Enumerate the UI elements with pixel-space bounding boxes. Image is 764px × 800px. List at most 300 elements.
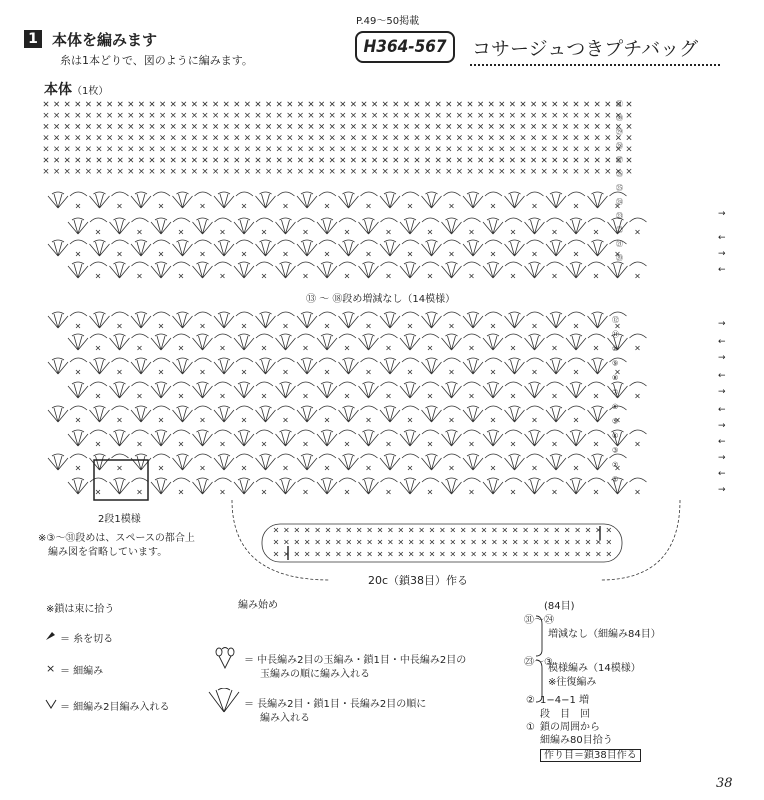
sc-mark <box>54 135 58 139</box>
sc-mark <box>553 147 557 151</box>
foundation-sc <box>513 540 517 544</box>
sc-mark <box>213 124 217 128</box>
sc-mark <box>436 124 440 128</box>
sc-mark <box>192 102 196 106</box>
foundation-sc <box>565 528 569 532</box>
sc-mark <box>415 113 419 117</box>
row-number: ⑫ <box>612 316 619 324</box>
sc-mark <box>298 147 302 151</box>
sc-mark <box>44 113 48 117</box>
sc-mark <box>129 135 133 139</box>
sc-mark <box>404 113 408 117</box>
foundation-sc <box>326 540 330 544</box>
sc-mark <box>150 113 154 117</box>
sc-mark <box>245 169 249 173</box>
shell-mark <box>214 192 253 208</box>
sc-mark <box>86 135 90 139</box>
direction-arrow: → <box>718 209 726 219</box>
sc-mark <box>510 169 514 173</box>
shell-mark <box>276 430 315 446</box>
direction-arrow: → <box>718 453 726 463</box>
row-number: ⑤ <box>612 417 619 426</box>
sc-mark <box>531 113 535 117</box>
sc-mark <box>425 113 429 117</box>
sc-mark <box>65 158 69 162</box>
sc-mark <box>277 124 281 128</box>
foundation-sc <box>430 552 434 556</box>
sc-mark <box>394 158 398 162</box>
sc-mark <box>277 158 281 162</box>
shell-mark <box>422 312 461 328</box>
rows-13-18-label: ⑬ 〜 ⑱段め増減なし（14模様） <box>306 294 456 305</box>
sc-mark <box>107 113 111 117</box>
sc-mark <box>415 135 419 139</box>
sc-mark <box>425 147 429 151</box>
sc-mark <box>76 102 80 106</box>
sc-mark <box>468 169 472 173</box>
sc-mark <box>468 135 472 139</box>
row-number: ④ <box>612 432 619 440</box>
sc-mark <box>489 124 493 128</box>
foundation-sc <box>420 540 424 544</box>
sc-mark <box>563 135 567 139</box>
sc-mark <box>203 102 207 106</box>
row-range-23-3: ㉓〜③ <box>524 657 553 668</box>
foundation-sc <box>316 540 320 544</box>
foundation-sc <box>357 540 361 544</box>
shell-mark <box>442 382 481 398</box>
foundation-sc <box>378 528 382 532</box>
shell-mark <box>525 334 564 350</box>
sc-mark <box>574 124 578 128</box>
foundation-sc <box>492 552 496 556</box>
sc-mark <box>288 124 292 128</box>
sc-mark <box>351 158 355 162</box>
sc-mark <box>521 147 525 151</box>
direction-arrow: ← <box>718 371 726 381</box>
sc-mark <box>309 135 313 139</box>
shell-mark <box>68 334 107 350</box>
sc-mark <box>351 135 355 139</box>
foundation-sc <box>420 528 424 532</box>
shell-mark <box>68 478 107 494</box>
sc-mark <box>521 169 525 173</box>
sc-mark <box>256 169 260 173</box>
sc-mark <box>436 147 440 151</box>
sc-mark <box>563 169 567 173</box>
sc-mark <box>256 102 260 106</box>
sc-mark <box>415 158 419 162</box>
sc-mark <box>542 113 546 117</box>
page-reference: P.49〜50掲載 <box>356 16 420 27</box>
shell-mark <box>256 454 295 470</box>
sc-mark <box>457 102 461 106</box>
foundation-note <box>540 749 641 762</box>
shell-mark <box>339 240 378 256</box>
shell-mark <box>110 262 149 278</box>
shell-mark <box>317 382 356 398</box>
sc-mark <box>563 147 567 151</box>
sc-mark <box>372 158 376 162</box>
row-number: ① <box>612 475 619 484</box>
shell-mark <box>566 478 605 494</box>
shell-mark <box>173 192 212 208</box>
sc-mark <box>383 158 387 162</box>
shell-mark <box>380 358 419 374</box>
sc-mark <box>107 147 111 151</box>
foundation-sc <box>399 528 403 532</box>
legend-cluster-line1: ＝ 中長編み2目の玉編み・鎖1目・中長編み2目の <box>244 655 467 666</box>
foundation-sc <box>274 528 278 532</box>
sc-mark <box>372 135 376 139</box>
shell-mark <box>339 454 378 470</box>
foundation-sc <box>451 552 455 556</box>
sc-mark <box>447 147 451 151</box>
foundation-sc <box>503 552 507 556</box>
shell-mark <box>359 334 398 350</box>
sc-mark <box>256 147 260 151</box>
foundation-sc <box>316 552 320 556</box>
legend-shell-line1: ＝ 長編み2目・鎖1目・長編み2目の順に <box>244 699 427 710</box>
step-number-badge: 1 <box>24 30 42 48</box>
sc-mark <box>574 102 578 106</box>
foundation-sc <box>336 540 340 544</box>
sc-mark <box>553 169 557 173</box>
shell-mark <box>193 430 232 446</box>
sc-mark <box>235 169 239 173</box>
row-number: ㉖ <box>616 170 623 178</box>
sc-mark <box>213 135 217 139</box>
shell-mark <box>90 312 129 328</box>
shell-mark <box>566 430 605 446</box>
shell-mark <box>608 218 647 234</box>
sc-mark <box>362 124 366 128</box>
sc-mark <box>372 102 376 106</box>
row-number: ㉙ <box>616 128 623 136</box>
sc-mark <box>203 124 207 128</box>
step-subtitle: 糸は1本どりで、図のように編みます。 <box>60 54 253 67</box>
sc-mark <box>266 102 270 106</box>
foundation-sc <box>482 540 486 544</box>
shell-mark <box>151 262 190 278</box>
row-1-text2: 細編み80目拾う <box>540 735 613 746</box>
sc-mark <box>192 147 196 151</box>
shell-mark <box>276 382 315 398</box>
sc-mark <box>574 113 578 117</box>
sc-mark <box>54 113 58 117</box>
row-number: ⑦ <box>612 388 619 397</box>
shell-mark <box>463 454 502 470</box>
sc-mark <box>203 158 207 162</box>
sc-mark <box>394 113 398 117</box>
shell-mark <box>546 192 585 208</box>
shell-mark <box>525 430 564 446</box>
shell-mark <box>463 358 502 374</box>
sc-mark <box>160 147 164 151</box>
foundation-sc <box>576 540 580 544</box>
sc-mark <box>500 158 504 162</box>
foundation-sc <box>544 552 548 556</box>
sc-mark <box>266 113 270 117</box>
sc-mark <box>447 158 451 162</box>
sc-mark <box>309 113 313 117</box>
shell-mark <box>359 382 398 398</box>
direction-arrow: → <box>718 387 726 397</box>
shell-mark <box>90 358 129 374</box>
sc-mark <box>330 113 334 117</box>
row-number: ② <box>612 461 619 469</box>
sc-mark <box>86 147 90 151</box>
sc-mark <box>150 102 154 106</box>
sc-mark <box>489 135 493 139</box>
foundation-sc <box>513 552 517 556</box>
shell-mark <box>131 240 170 256</box>
shell-mark <box>483 334 522 350</box>
shell-mark <box>276 262 315 278</box>
sc-mark <box>213 158 217 162</box>
sc-mark <box>478 169 482 173</box>
sc-symbol-icon: × <box>46 662 56 675</box>
foundation-sc <box>461 552 465 556</box>
sc-mark <box>404 147 408 151</box>
row-number: ⑨ <box>612 359 619 368</box>
omit-note-line1: ※③〜㉛段めは、スペースの都合上 <box>38 533 195 544</box>
shell-mark <box>48 406 87 422</box>
sc-mark <box>203 113 207 117</box>
sc-mark <box>383 135 387 139</box>
shell-mark <box>317 262 356 278</box>
sc-mark <box>468 113 472 117</box>
sc-mark <box>574 169 578 173</box>
sc-mark <box>478 158 482 162</box>
sc-mark <box>478 113 482 117</box>
sc-mark <box>150 169 154 173</box>
shell-mark <box>173 312 212 328</box>
sc-mark <box>266 124 270 128</box>
sc-mark <box>489 158 493 162</box>
shell-mark <box>505 454 544 470</box>
sc-mark <box>478 124 482 128</box>
foundation-sc <box>357 552 361 556</box>
sc-mark <box>489 147 493 151</box>
shell-mark <box>151 478 190 494</box>
sc-mark <box>394 169 398 173</box>
sc-mark <box>521 124 525 128</box>
shell-mark <box>380 192 419 208</box>
row-number: ㉚ <box>616 114 623 122</box>
foundation-sc <box>284 528 288 532</box>
sc-mark <box>76 147 80 151</box>
sc-mark <box>319 124 323 128</box>
shell-mark <box>422 454 461 470</box>
row-number: ⑥ <box>612 403 619 411</box>
shell-mark <box>505 358 544 374</box>
sc-mark <box>76 135 80 139</box>
sc-mark <box>531 124 535 128</box>
legend-shell <box>244 698 426 726</box>
sc-mark <box>383 102 387 106</box>
sc-mark <box>489 169 493 173</box>
sc-mark <box>118 113 122 117</box>
sc-mark <box>330 124 334 128</box>
sc-mark <box>436 113 440 117</box>
shell-mark <box>505 406 544 422</box>
shell-mark <box>359 262 398 278</box>
sc-mark <box>468 102 472 106</box>
sc-mark <box>606 102 610 106</box>
shell-mark <box>483 382 522 398</box>
sc-mark <box>97 124 101 128</box>
shell-mark <box>90 240 129 256</box>
sc-mark <box>521 158 525 162</box>
sc-mark <box>235 102 239 106</box>
sc-mark <box>341 113 345 117</box>
foundation-sc <box>357 528 361 532</box>
shell-mark <box>214 240 253 256</box>
sc-mark <box>44 135 48 139</box>
foundation-sc <box>274 552 278 556</box>
page-number: 38 <box>716 776 733 791</box>
row-2-text: 1−4−1 増 <box>540 695 590 706</box>
sc-mark <box>224 135 228 139</box>
sc-mark <box>404 102 408 106</box>
foundation-sc <box>534 540 538 544</box>
sc-mark <box>256 113 260 117</box>
sc-mark <box>213 113 217 117</box>
sc-mark <box>182 169 186 173</box>
sc-mark <box>478 135 482 139</box>
direction-arrow: → <box>718 485 726 495</box>
sc-mark <box>521 135 525 139</box>
sc-mark <box>436 102 440 106</box>
sc-mark <box>129 158 133 162</box>
sc-mark <box>627 135 631 139</box>
sc-mark <box>447 102 451 106</box>
sc-mark <box>606 169 610 173</box>
sc-mark <box>288 147 292 151</box>
sc-mark <box>150 158 154 162</box>
sc-mark <box>192 124 196 128</box>
sc-mark <box>595 169 599 173</box>
foundation-chain <box>232 500 680 580</box>
row-number: ㉗ <box>616 156 623 164</box>
row-number: ㉔ <box>616 198 623 206</box>
sc-mark <box>372 169 376 173</box>
sc-mark <box>341 169 345 173</box>
sc-mark <box>351 169 355 173</box>
omit-note <box>38 532 195 560</box>
foundation-sc <box>607 540 611 544</box>
foundation-sc <box>492 540 496 544</box>
sc-mark <box>288 158 292 162</box>
sc-mark <box>425 158 429 162</box>
row-number: ⑳ <box>616 254 623 262</box>
sc-mark <box>415 147 419 151</box>
shell-mark <box>546 240 585 256</box>
sc-mark <box>447 124 451 128</box>
foundation-sc <box>368 540 372 544</box>
sc-mark <box>118 147 122 151</box>
chain-label: 20c（鎖38目）作る <box>368 574 469 587</box>
sc-mark <box>171 113 175 117</box>
row-number: ⑧ <box>612 374 619 382</box>
foundation-sc <box>347 552 351 556</box>
direction-arrow: ← <box>718 469 726 479</box>
legend-cut: ＝ 糸を切る <box>60 634 114 645</box>
sc-mark <box>224 113 228 117</box>
direction-arrows <box>718 209 726 495</box>
shell-mark <box>131 192 170 208</box>
pattern-code: H364-567 <box>355 31 455 63</box>
sc-mark <box>44 124 48 128</box>
shell-mark <box>525 218 564 234</box>
sc-mark <box>97 113 101 117</box>
sc-mark <box>118 124 122 128</box>
shell-mark <box>546 406 585 422</box>
sc-mark <box>65 169 69 173</box>
sc-mark <box>563 124 567 128</box>
sc-mark <box>298 124 302 128</box>
row-1-text: 鎖の周囲から <box>540 722 600 733</box>
foundation-sc <box>492 528 496 532</box>
sc-mark <box>235 124 239 128</box>
sc-mark <box>415 124 419 128</box>
sc-mark <box>425 135 429 139</box>
sc-mark <box>330 147 334 151</box>
shell-stitch-icon <box>206 688 242 714</box>
shell-mark <box>234 430 273 446</box>
shell-mark <box>505 312 544 328</box>
sc-mark <box>44 169 48 173</box>
sc-mark <box>563 113 567 117</box>
foundation-sc <box>305 540 309 544</box>
sc-mark <box>309 102 313 106</box>
sc-mark <box>160 169 164 173</box>
shell-mark <box>48 312 87 328</box>
foundation-sc <box>451 540 455 544</box>
foundation-sc <box>326 552 330 556</box>
foundation-sc <box>388 540 392 544</box>
sc-mark <box>160 135 164 139</box>
row-number: ㉕ <box>616 184 623 192</box>
sc-mark <box>139 135 143 139</box>
sc-mark <box>425 102 429 106</box>
shell-mark <box>90 406 129 422</box>
shell-mark <box>151 382 190 398</box>
shell-mark <box>90 454 129 470</box>
sc-mark <box>627 102 631 106</box>
shell-mark <box>151 430 190 446</box>
sc-mark <box>139 147 143 151</box>
foundation-sc <box>295 528 299 532</box>
row-23-3-note: ※往復編み <box>548 677 597 688</box>
foundation-sc <box>524 540 528 544</box>
sc-mark <box>383 169 387 173</box>
shell-mark <box>131 406 170 422</box>
sc-mark <box>394 124 398 128</box>
shell-mark <box>173 406 212 422</box>
shell-mark <box>256 406 295 422</box>
sc-mark <box>383 124 387 128</box>
row-23-3-text: 模様編み（14模様） <box>548 663 641 674</box>
shell-mark <box>173 358 212 374</box>
sc-mark <box>330 102 334 106</box>
sc-mark <box>182 158 186 162</box>
sc-mark <box>150 124 154 128</box>
foundation-sc <box>524 552 528 556</box>
sc-mark <box>266 147 270 151</box>
foundation-sc <box>409 528 413 532</box>
